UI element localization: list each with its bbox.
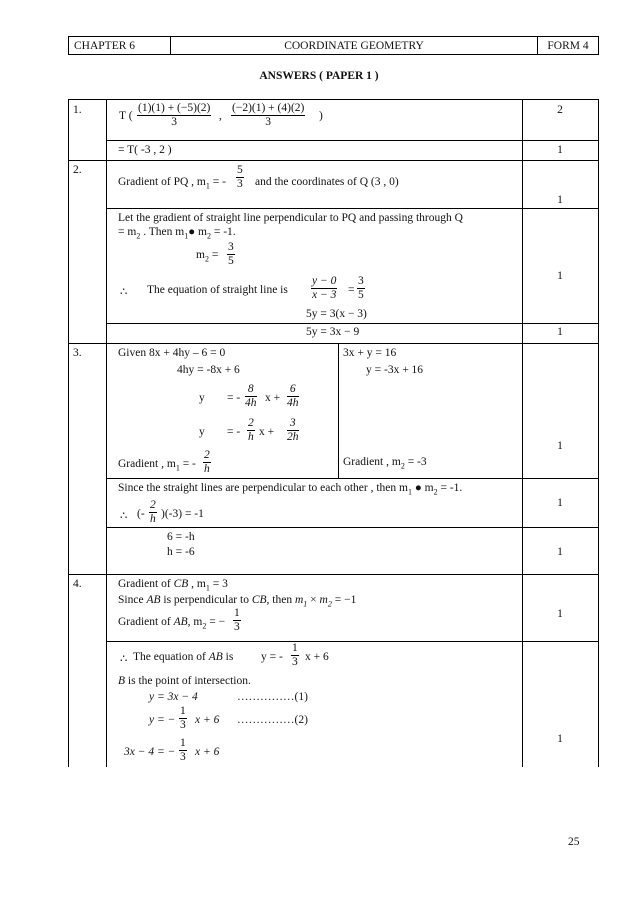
mark: 1	[557, 270, 563, 282]
mark: 1	[557, 497, 563, 509]
fraction: $\frac{1}{3}$	[180, 705, 186, 731]
mark: 1	[557, 326, 563, 338]
chapter-label: CHAPTER 6	[69, 37, 171, 54]
page-number: 25	[568, 836, 580, 848]
mark: 1	[557, 440, 563, 452]
question-number: 4.	[73, 578, 82, 590]
fraction: $\frac{8}{4h}$	[245, 383, 257, 409]
mark: 1	[557, 733, 563, 745]
fraction: $\frac{2}{h}$	[150, 499, 156, 525]
chapter-header	[68, 36, 599, 55]
fraction-y: $\frac{(-2)(1) + (4)(2)}{3}$	[232, 102, 305, 128]
mark: 1	[557, 144, 563, 156]
mark: 1	[557, 608, 563, 620]
fraction: $\frac{3}{2h}$	[287, 417, 299, 443]
mark: 1	[557, 546, 563, 558]
fraction: $\frac{y - 0}{x - 3}$	[312, 275, 337, 301]
page-title: ANSWERS ( PAPER 1 )	[259, 70, 379, 82]
fraction: $\frac{3}{5}$	[228, 241, 234, 267]
fraction: $\frac{3}{5}$	[358, 275, 364, 301]
question-number: 1.	[73, 104, 82, 116]
fraction: $\frac{1}{3}$	[180, 737, 186, 763]
fraction: $\frac{5}{3}$	[237, 164, 243, 190]
question-number: 2.	[73, 164, 82, 176]
question-number: 3.	[73, 347, 82, 359]
fraction: $\frac{2}{h}$	[248, 417, 254, 443]
answers-table: 1. T ( $\frac{(1)(1) + (-5)(2)}{3}$ , $\frac{(-2)(1) + (4)(2)}{3}$ ) = T( -3 , 2 ) 2 1 2. Gradient of PQ , $m_1$ = - $\frac{5}{3}$ and the coordinates of Q (3 , 0) 1 Let the gradient of straight line perpendicular to PQ and passing through Q = $m_2$ . Then $m_1●$ $m_2 = -1$. $m_2$ = $\frac{3}{5}$ ∴ The equation of straight line is $\frac{y - 0}{x - 3}$ = $\frac{3}{5}$ 5y = 3(x − 3) 1 5y = 3x − 9 1 3. Given 8x + 4hy – 6 = 0 4hy = -8x + 6 y = - $\frac{8}{4h}$ x + $\frac{6}{4h}$ y = - $\frac{2}{h}$ x + $\frac{3}{2h}$ Gradient , $m_1$ = - $\frac{2}{h}$ 3x + y = 16 y = -3x + 16 Gradient , $m_2 = -3$ 1 Since the straight lines are perpendicular to each other , then $m_1$ ● $m_2 = -1$. ∴ (- $\frac{2}{h}$ )(-3) = -1 1 6 = -h h = -6 1 4. Gradient of CB , $m_1 = 3$ Since AB is perpendicular to CB, then $m_1 \times m_2 = -1$ Gradient of AB, $m_2$ = − $\frac{1}{3}$ 1 ∴ The equation of AB is y = - $\frac{1}{3}$ x + 6 B is the point of intersection. y = 3x − 4 ……………(1) y = − $\frac{1}{3}$ x + 6 ……………(2) 3x − 4 = − $\frac{1}{3}$ x + 6 1	[68, 99, 599, 767]
fraction: $\frac{2}{h}$	[204, 449, 210, 475]
mark: 2	[557, 104, 563, 116]
q1-result: = T( -3 , 2 )	[118, 144, 172, 156]
topic-label: COORDINATE GEOMETRY	[171, 37, 538, 54]
fraction: $\frac{1}{3}$	[292, 642, 298, 668]
fraction: $\frac{6}{4h}$	[287, 383, 299, 409]
fraction: $\frac{1}{3}$	[234, 607, 240, 633]
mark: 1	[557, 194, 563, 206]
form-label: FORM 4	[547, 39, 589, 52]
fraction-x: $\frac{(1)(1) + (-5)(2)}{3}$	[138, 102, 211, 128]
